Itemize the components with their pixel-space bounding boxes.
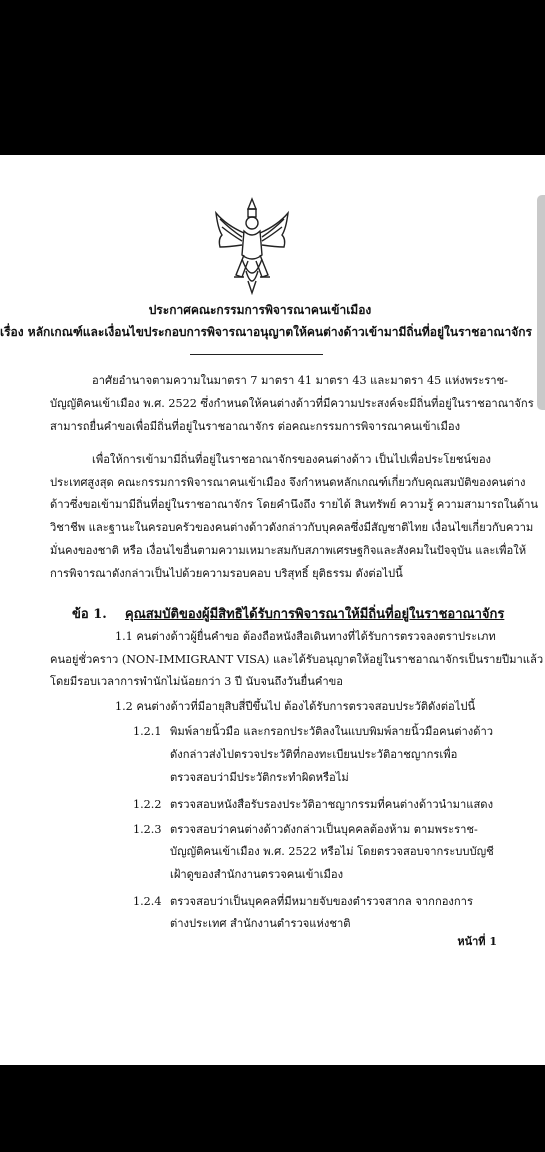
scrollbar[interactable]: [537, 195, 545, 410]
section-1-heading: คุณสมบัติของผู้มีสิทธิได้รับการพิจารณาให้มีถิ่นที่อยู่ในราชอาณาจักร: [125, 607, 505, 622]
preamble-line: สามารถยื่นคำขอเพื่อมีถิ่นที่อยู่ในราชอาณาจักร ต่อคณะกรรมการพิจารณาคนเข้าเมือง: [50, 420, 461, 433]
page-number: หน้าที่ 1: [457, 935, 497, 948]
purpose-line: วิชาชีพ และฐานะในครอบครัวของคนต่างด้าวดังกล่าวกับบุคคลซึ่งมีสัญชาติไทย เงื่อนไขเกี่ยวกับความ: [50, 521, 534, 534]
preamble-line: อาศัยอำนาจตามความในมาตรา 7 มาตรา 41 มาตรา 43 และมาตรา 45 แห่งพระราช-: [92, 374, 508, 387]
clause-1-2: 1.2 คนต่างด้าวที่มีอายุสิบสี่ปีขึ้นไป ต้องได้รับการตรวจสอบประวัติดังต่อไปนี้: [115, 700, 476, 713]
purpose-line: เพื่อให้การเข้ามามีถิ่นที่อยู่ในราชอาณาจักรของคนต่างด้าว เป็นไปเพื่อประโยชน์ของ: [92, 453, 491, 466]
item-number: 1.2.2: [133, 798, 162, 811]
item-number: 1.2.3: [133, 823, 162, 836]
item-line: ตรวจสอบหนังสือรับรองประวัติอาชญากรรมที่คนต่างด้าวนำมาแสดง: [170, 798, 494, 811]
item-line: ต่างประเทศ สำนักงานตำรวจแห่งชาติ: [170, 917, 351, 930]
title-divider: [190, 354, 323, 355]
purpose-line: ประเทศสูงสุด คณะกรรมการพิจารณาคนเข้าเมือง จึงกำหนดหลักเกณฑ์เกี่ยวกับคุณสมบัติของคนต่าง: [50, 476, 526, 489]
clause-1-1-line: คนอยู่ชั่วคราว (NON-IMMIGRANT VISA) และได้รับอนุญาตให้อยู่ในราชอาณาจักรเป็นรายปีมาแล้ว: [50, 653, 544, 666]
item-line: บัญญัติคนเข้าเมือง พ.ศ. 2522 หรือไม่ โดยตรวจสอบจากระบบบัญชี: [170, 845, 494, 858]
preamble-line: บัญญัติคนเข้าเมือง พ.ศ. 2522 ซึ่งกำหนดให้คนต่างด้าวที่มีความประสงค์จะมีถิ่นที่อยู่ในราชอาณาจักร: [50, 397, 534, 410]
purpose-line: การพิจารณาดังกล่าวเป็นไปด้วยความรอบคอบ บริสุทธิ์ ยุติธรรม ดังต่อไปนี้: [50, 567, 403, 580]
item-number: 1.2.4: [133, 895, 162, 908]
clause-1-1-line: โดยมีรอบเวลาการพำนักไม่น้อยกว่า 3 ปี นับจนถึงวันยื่นคำขอ: [50, 675, 344, 688]
item-line: ตรวจสอบว่าเป็นบุคคลที่มีหมายจับของตำรวจสากล จากกองการ: [170, 895, 473, 908]
item-line: ตรวจสอบว่ามีประวัติกระทำผิดหรือไม่: [170, 771, 349, 784]
clause-1-1-line: 1.1 คนต่างด้าวผู้ยื่นคำขอ ต้องถือหนังสือเดินทางที่ได้รับการตรวจลงตราประเภท: [115, 630, 496, 643]
item-line: ดังกล่าวส่งไปตรวจประวัติที่กองทะเบียนประวัติอาชญากรเพื่อ: [170, 748, 458, 761]
purpose-line: ด้าวซึ่งขอเข้ามามีถิ่นที่อยู่ในราชอาณาจักร โดยคำนึงถึง รายได้ สินทรัพย์ ความรู้ ความสามารถในด้าน: [50, 498, 539, 511]
item-number: 1.2.1: [133, 725, 162, 738]
item-line: ตรวจสอบว่าคนต่างด้าวดังกล่าวเป็นบุคคลต้องห้าม ตามพระราช-: [170, 823, 478, 836]
garuda-emblem-icon: [212, 195, 292, 295]
announcement-subject: เรื่อง หลักเกณฑ์และเงื่อนไขประกอบการพิจารณาอนุญาตให้คนต่างด้าวเข้ามามีถิ่นที่อยู่ในราชอาณาจักร: [0, 325, 532, 339]
item-line: พิมพ์ลายนิ้วมือ และกรอกประวัติลงในแบบพิมพ์ลายนิ้วมือคนต่างด้าว: [170, 725, 494, 738]
purpose-line: มั่นคงของชาติ หรือ เงื่อนไขอื่นตามความเหมาะสมกับสภาพเศรษฐกิจและสังคมในปัจจุบัน และเพื่อให้: [50, 544, 527, 557]
document-page: [0, 155, 545, 1065]
announcement-title: ประกาศคณะกรรมการพิจารณาคนเข้าเมือง: [148, 303, 372, 317]
section-1-label: ข้อ 1.: [72, 607, 107, 622]
item-line: เฝ้าดูของสำนักงานตรวจคนเข้าเมือง: [170, 868, 344, 881]
